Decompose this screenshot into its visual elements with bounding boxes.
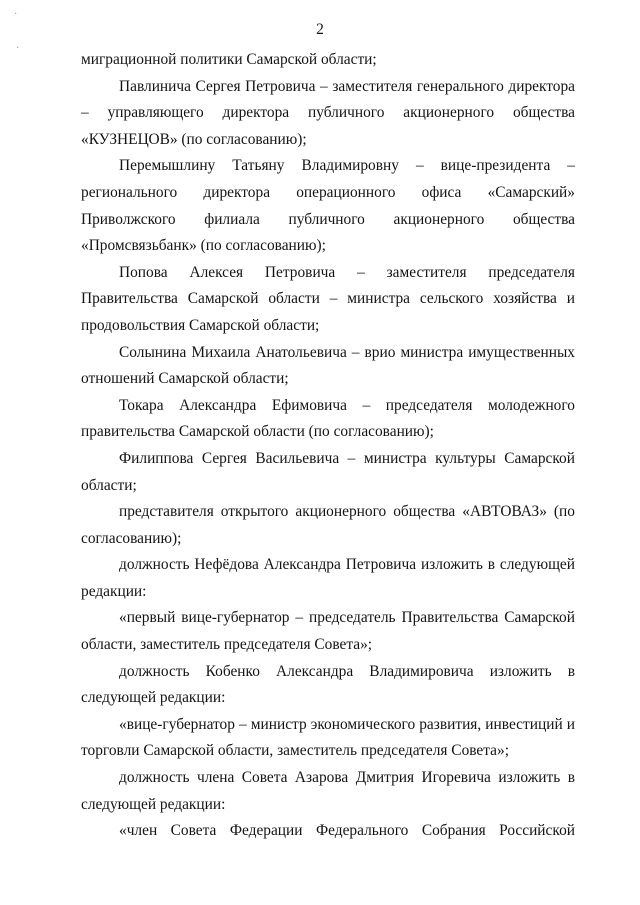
- scan-speck: ·: [16, 43, 20, 54]
- paragraph: должность члена Совета Азарова Дмитрия Игоревича изложить в следующей редакции:: [81, 769, 575, 813]
- paragraph: представителя открытого акционерного общества «АВТОВАЗ» (по согласованию);: [81, 503, 575, 547]
- paragraph: «вице-губернатор – министр экономического развития, инвестиций и торговли Самарской области, заместитель председателя Совета»;: [81, 715, 575, 760]
- paragraph: Солынина Михаила Анатольевича – врио министра имущественных отношений Самарской области;: [81, 343, 575, 388]
- paragraph: миграционной политики Самарской области;: [81, 51, 377, 68]
- paragraph: должность Кобенко Александра Владимировича изложить в следующей редакции:: [81, 662, 575, 707]
- paragraph: Перемышлину Татьяну Владимировну – вице-президента – регионального директора операционного офиса «Самарский» Приволжского филиала публичного акционерного общества «Промсвязьбанк» (по согласованию);: [81, 157, 575, 255]
- paragraph: Павлинича Сергея Петровича – заместителя генерального директора – управляющего директора публичного акционерного общества «КУЗНЕЦОВ» (по согласованию);: [81, 77, 575, 148]
- paragraph: должность Нефёдова Александра Петровича изложить в следующей редакции:: [81, 556, 575, 600]
- document-body: [81, 47, 575, 845]
- paragraph: Попова Алексея Петровича – заместителя председателя Правительства Самарской области – министра сельского хозяйства и продовольствия Самарской области;: [81, 263, 575, 334]
- paragraph: Токара Александра Ефимовича – председателя молодежного правительства Самарской области (по согласованию);: [81, 396, 575, 441]
- page-number: 2: [316, 21, 324, 38]
- scan-speck: ·: [14, 9, 18, 20]
- paragraph: «первый вице-губернатор – председатель Правительства Самарской области, заместитель председателя Совета»;: [81, 609, 575, 654]
- paragraph: Филиппова Сергея Васильевича – министра культуры Самарской области;: [81, 449, 575, 494]
- paragraph: «член Совета Федерации Федерального Собрания Российской: [119, 822, 575, 840]
